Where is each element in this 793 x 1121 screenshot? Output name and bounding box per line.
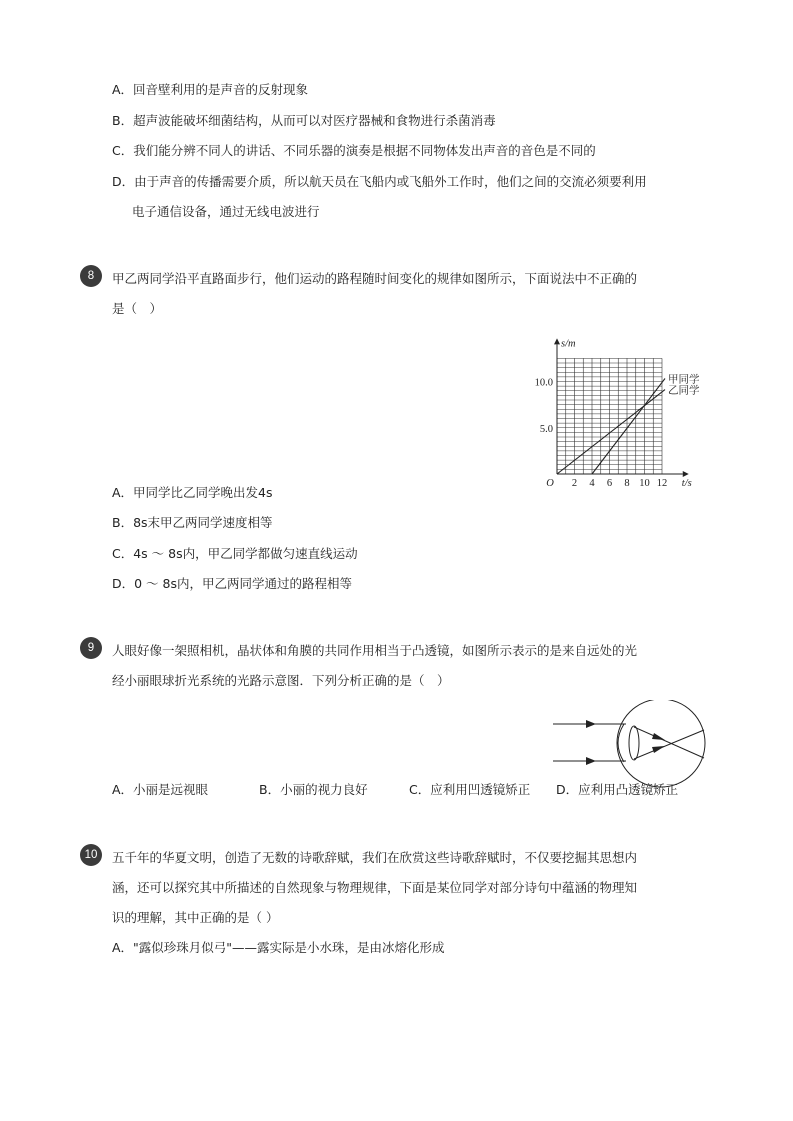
q8-option-c: C．4s ～ 8s内，甲乙同学都做匀速直线运动	[112, 546, 358, 561]
series-line	[592, 379, 665, 475]
refracted-ray-lower	[634, 730, 704, 759]
series-label: 乙同学	[668, 384, 700, 397]
q7-option-c: C．我们能分辨不同人的讲话、不同乐器的演奏是根据不同物体发出声音的音色是不同的	[112, 143, 596, 158]
arrow-head-refracted-upper	[652, 733, 665, 740]
q8-stem-line2: 是（ ）	[112, 301, 163, 316]
x-axis-label: t/s	[681, 478, 692, 489]
q9-stem-line2: 经小丽眼球折光系统的光路示意图．下列分析正确的是（ ）	[112, 673, 450, 688]
origin-label: O	[546, 478, 554, 489]
refracted-ray-upper	[634, 727, 704, 758]
crystalline-lens	[629, 726, 639, 760]
x-tick-label: 8	[624, 478, 630, 489]
q8-stem-line1: 甲乙两同学沿平直路面步行，他们运动的路程随时间变化的规律如图所示，下面说法中不正确的	[112, 271, 638, 286]
q8-option-b: B．8s末甲乙两同学速度相等	[112, 515, 273, 530]
q7-option-d-line2: 电子通信设备，通过无线电波进行	[132, 204, 320, 219]
q10-stem-line2: 涵，还可以探究其中所描述的自然现象与物理规律，下面是某位同学对部分诗句中蕴涵的物理知	[112, 880, 638, 895]
y-axis-arrow	[554, 338, 560, 344]
q7-option-a: A．回音壁利用的是声音的反射现象	[112, 82, 309, 97]
q9-option-c: C．应利用凹透镜矫正	[409, 782, 531, 797]
question-number-badge: 10	[80, 844, 102, 866]
x-tick-label: 2	[571, 478, 578, 489]
q7-option-d-line1: D．由于声音的传播需要介质，所以航天员在飞船内或飞船外工作时，他们之间的交流必须要利用	[112, 174, 647, 189]
y-tick-label: 10.0	[534, 377, 553, 389]
q8-option-a: A．甲同学比乙同学晚出发4s	[112, 485, 273, 500]
x-tick-label: 6	[606, 478, 613, 489]
question-number-badge: 9	[80, 637, 102, 659]
q9-option-b: B．小丽的视力良好	[259, 782, 368, 797]
distance-time-chart	[520, 322, 720, 494]
arrow-head-refracted-lower	[652, 746, 665, 753]
q10-stem-line1: 五千年的华夏文明，创造了无数的诗歌辞赋，我们在欣赏这些诗歌辞赋时，不仅要挖掘其思想内	[112, 850, 638, 865]
q8-option-d: D．0 ～ 8s内，甲乙两同学通过的路程相等	[112, 576, 352, 591]
series-line	[557, 390, 665, 474]
arrow-head-upper	[586, 720, 596, 728]
x-tick-label: 10	[639, 478, 650, 489]
x-tick-label: 12	[656, 478, 668, 489]
x-axis-arrow	[683, 471, 689, 477]
q10-stem-line3: 识的理解，其中正确的是（ ）	[112, 910, 279, 925]
x-tick-label: 4	[589, 478, 595, 489]
question-number-badge: 8	[80, 265, 102, 287]
y-axis-label: s/m	[561, 338, 576, 350]
q9-option-a: A．小丽是远视眼	[112, 782, 209, 797]
q9-option-d: D．应利用凸透镜矫正	[556, 782, 679, 797]
eyeball-outline	[617, 700, 705, 787]
arrow-head-lower	[586, 757, 596, 765]
y-tick-label: 5.0	[539, 423, 553, 435]
q7-option-b: B．超声波能破坏细菌结构，从而可以对医疗器械和食物进行杀菌消毒	[112, 113, 496, 128]
eye-light-path-diagram	[548, 700, 712, 790]
q9-stem-line1: 人眼好像一架照相机，晶状体和角膜的共同作用相当于凸透镜，如图所示表示的是来自远处的光	[112, 643, 638, 658]
series-label: 甲同学	[668, 373, 700, 386]
q10-option-a: A．"露似珍珠月似弓"——露实际是小水珠，是由冰熔化形成	[112, 940, 445, 955]
